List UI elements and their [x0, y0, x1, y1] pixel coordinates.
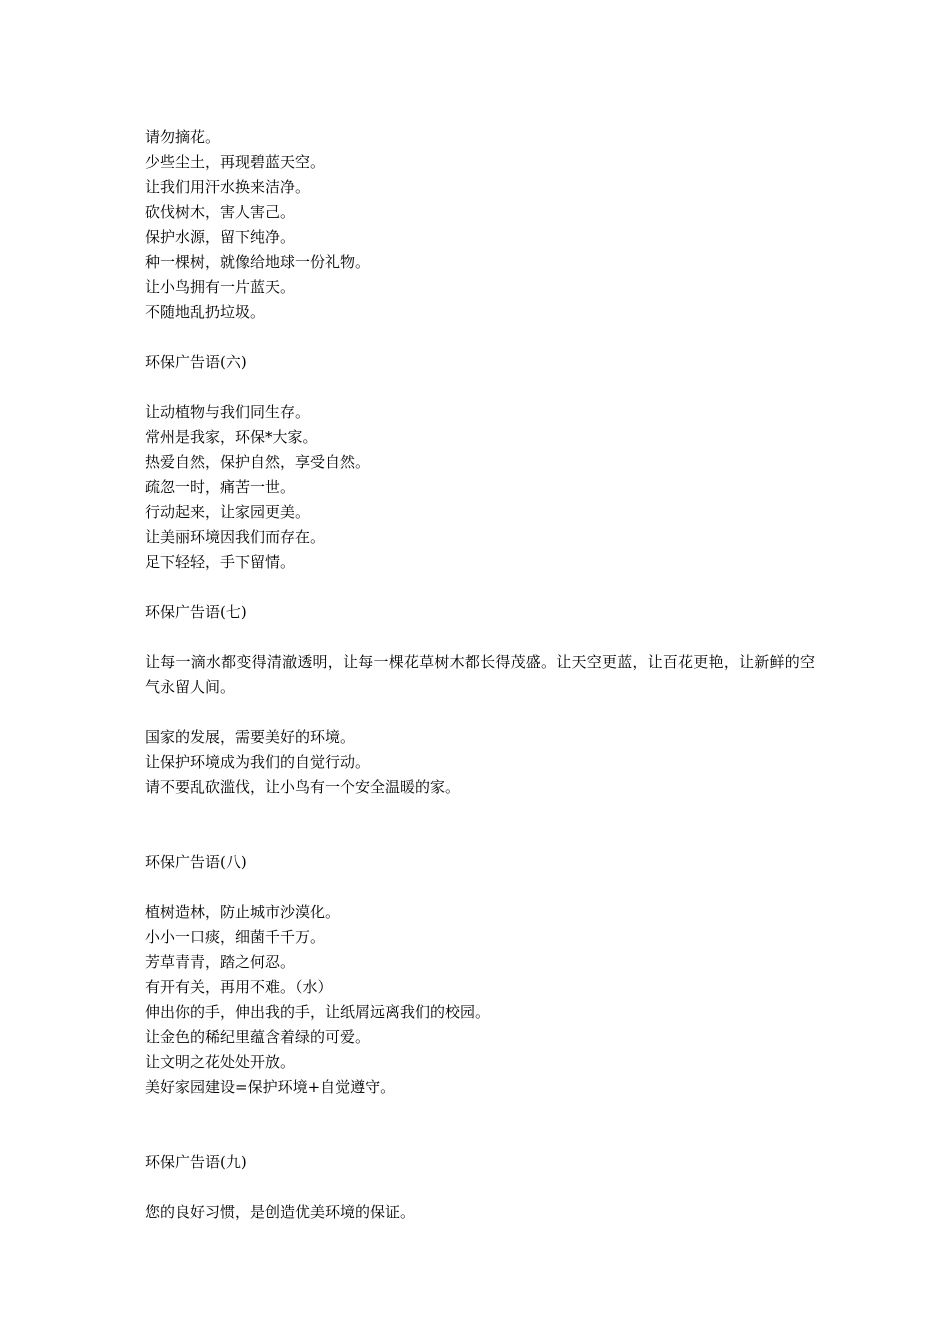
slogan-line: 让金色的稀纪里蕴含着绿的可爱。 [145, 1028, 371, 1046]
slogan-line: 美好家园建设=保护环境+自觉遵守。 [145, 1078, 396, 1096]
slogan-line: 热爱自然，保护自然，享受自然。 [145, 453, 371, 471]
slogan-line: 国家的发展，需要美好的环境。 [145, 728, 356, 746]
slogan-line: 您的良好习惯，是创造优美环境的保证。 [145, 1203, 416, 1221]
spacer [145, 1175, 815, 1200]
spacer [145, 625, 815, 650]
slogan-line: 有开有关，再用不难。（水） [145, 978, 333, 996]
slogan-line: 伸出你的手，伸出我的手，让纸屑远离我们的校园。 [145, 1003, 491, 1021]
slogan-line: 芳草青青，踏之何忍。 [145, 953, 296, 971]
section-title-8: 环保广告语(八) [145, 853, 247, 871]
slogan-line: 请不要乱砍滥伐，让小鸟有一个安全温暖的家。 [145, 778, 461, 796]
slogan-line: 请勿摘花。 [145, 128, 221, 146]
slogan-line: 植树造林，防止城市沙漠化。 [145, 903, 341, 921]
slogan-line: 砍伐树木，害人害己。 [145, 203, 296, 221]
section-title-9: 环保广告语(九) [145, 1153, 247, 1171]
slogan-line: 让美丽环境因我们而存在。 [145, 528, 326, 546]
slogan-line: 行动起来，让家园更美。 [145, 503, 311, 521]
document-body [145, 125, 815, 1225]
slogan-line: 让动植物与我们同生存。 [145, 403, 311, 421]
slogan-line: 让我们用汗水换来洁净。 [145, 178, 311, 196]
slogan-line: 让文明之花处处开放。 [145, 1053, 296, 1071]
spacer [145, 700, 815, 725]
spacer [145, 375, 815, 400]
slogan-paragraph: 让每一滴水都变得清澈透明，让每一棵花草树木都长得茂盛。让天空更蓝，让百花更艳，让新鲜的空气永留人间。 [145, 653, 815, 696]
spacer [145, 575, 815, 600]
slogan-line: 保护水源，留下纯净。 [145, 228, 296, 246]
section-title-7: 环保广告语(七) [145, 603, 247, 621]
slogan-line: 足下轻轻，手下留情。 [145, 553, 296, 571]
slogan-line: 不随地乱扔垃圾。 [145, 303, 266, 321]
spacer [145, 875, 815, 900]
slogan-line: 让保护环境成为我们的自觉行动。 [145, 753, 371, 771]
slogan-line: 常州是我家，环保*大家。 [145, 428, 318, 446]
spacer [145, 1100, 815, 1150]
slogan-line: 种一棵树，就像给地球一份礼物。 [145, 253, 371, 271]
spacer [145, 325, 815, 350]
slogan-line: 小小一口痰，细菌千千万。 [145, 928, 326, 946]
slogan-line: 让小鸟拥有一片蓝天。 [145, 278, 296, 296]
slogan-line: 少些尘土，再现碧蓝天空。 [145, 153, 326, 171]
slogan-line: 疏忽一时，痛苦一世。 [145, 478, 296, 496]
section-title-6: 环保广告语(六) [145, 353, 247, 371]
spacer [145, 800, 815, 850]
